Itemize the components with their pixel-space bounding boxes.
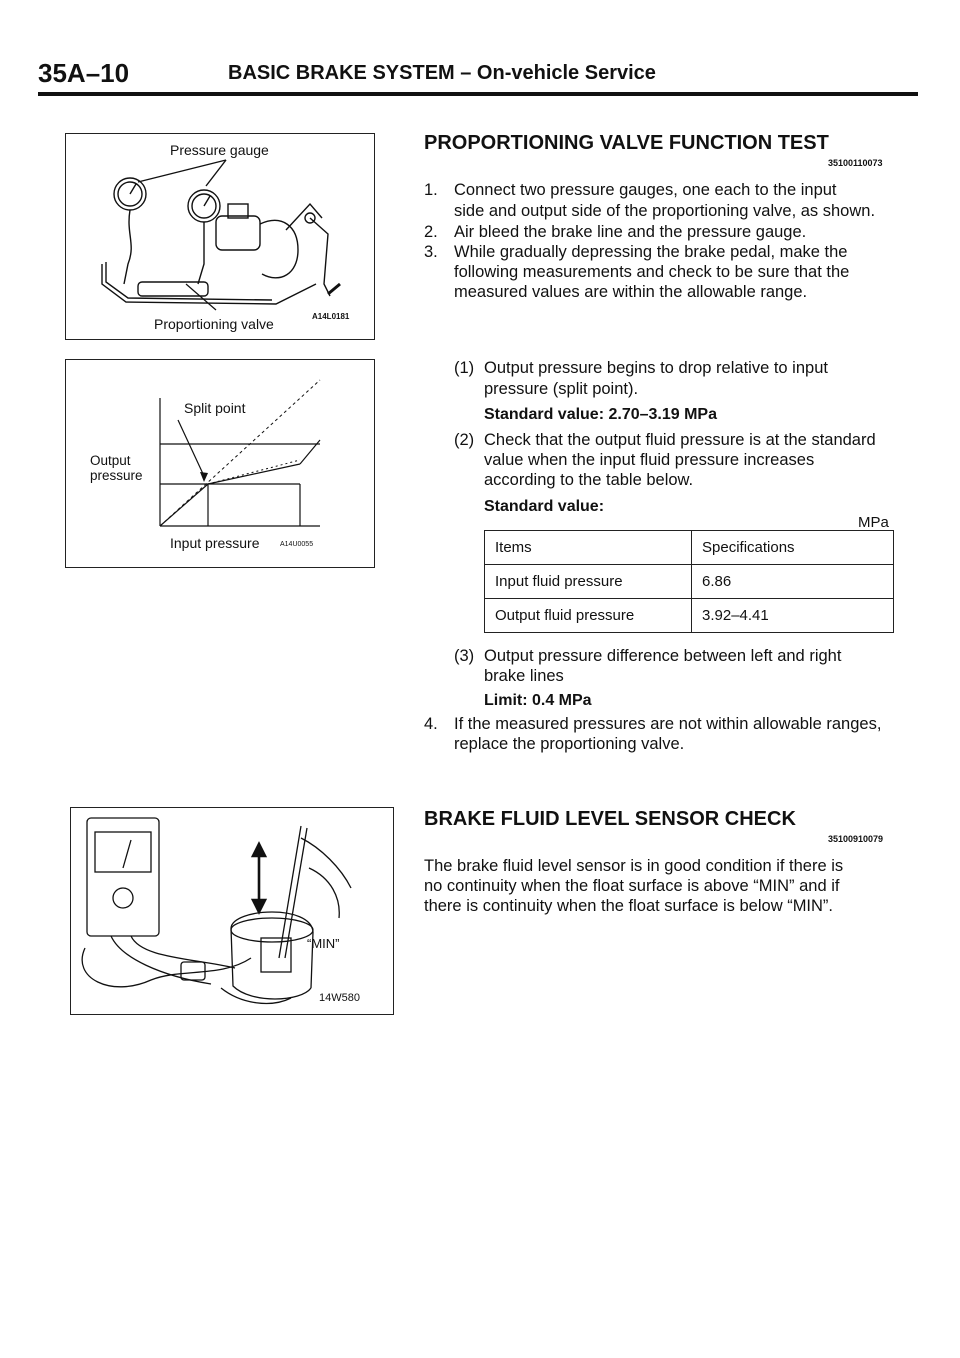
table-header-row: [485, 531, 894, 565]
standard-value: Standard value: 2.70–3.19 MPa: [484, 406, 717, 423]
table-row: [485, 599, 894, 633]
pressure-gauge-label: Pressure gauge: [170, 142, 269, 158]
section-reference-code: 35100110073: [828, 158, 883, 168]
table-cell: Output fluid pressure: [485, 599, 692, 633]
figure-code: 14W580: [319, 992, 360, 1004]
pressure-gauge-figure: [65, 133, 375, 340]
proportioning-valve-section-title: PROPORTIONING VALVE FUNCTION TEST: [424, 132, 829, 154]
substep-line: value when the input fluid pressure increases: [484, 451, 815, 469]
min-label: “MIN”: [307, 936, 340, 951]
header-rule: [38, 92, 918, 96]
table-row: [485, 565, 894, 599]
step-line: Connect two pressure gauges, one each to the input: [454, 181, 837, 199]
step-line: measured values are within the allowable range.: [454, 283, 808, 301]
paragraph-line: no continuity when the float surface is above “MIN” and if: [424, 877, 840, 895]
table-cell: Input fluid pressure: [485, 565, 692, 599]
specification-table: [484, 530, 894, 633]
substep-line: Check that the output fluid pressure is at the standard: [484, 431, 876, 449]
substep-line: pressure (split point).: [484, 380, 639, 398]
substep-number: (3): [454, 647, 475, 665]
section-reference-code: 35100910079: [828, 834, 884, 844]
step-line: following measurements and check to be sure that the: [454, 263, 850, 281]
step-line: While gradually depressing the brake pedal, make the: [454, 243, 848, 261]
step-number: 1.: [424, 181, 438, 199]
table-header-cell: Items: [485, 531, 692, 565]
step-number: 3.: [424, 243, 438, 261]
standard-value: Standard value:: [484, 498, 605, 515]
x-axis-label: Input pressure: [170, 535, 260, 551]
step-line: replace the proportioning valve.: [454, 735, 685, 753]
proportioning-valve-label: Proportioning valve: [154, 316, 274, 332]
split-point-graph-figure: [65, 359, 375, 568]
step-number: 4.: [424, 715, 438, 733]
page-title: BASIC BRAKE SYSTEM – On-vehicle Service: [228, 62, 656, 84]
substep-number: (2): [454, 431, 475, 449]
paragraph-line: The brake fluid level sensor is in good condition if there is: [424, 857, 844, 875]
paragraph-line: there is continuity when the float surface is below “MIN”.: [424, 897, 834, 915]
substep-number: (1): [454, 359, 475, 377]
page-number: 35A–10: [38, 58, 130, 88]
page-header: [38, 58, 918, 88]
split-point-label: Split point: [184, 400, 246, 416]
y-axis-label-2: pressure: [90, 468, 143, 483]
substep-line: according to the table below.: [484, 471, 694, 489]
table-header-cell: Specifications: [692, 531, 894, 565]
step-line: Air bleed the brake line and the pressure gauge.: [454, 223, 807, 241]
table-cell: 3.92–4.41: [692, 599, 894, 633]
figure-code: A14L0181: [312, 312, 350, 321]
pressure-gauge-illustration: [66, 134, 374, 339]
y-axis-label-1: Output: [90, 453, 131, 468]
step-number: 2.: [424, 223, 438, 241]
sensor-check-section-title: BRAKE FLUID LEVEL SENSOR CHECK: [424, 808, 796, 830]
substep-line: brake lines: [484, 667, 564, 685]
limit-value: Limit: 0.4 MPa: [484, 692, 592, 709]
substep-line: Output pressure difference between left and right: [484, 647, 842, 665]
step-line: side and output side of the proportioning valve, as shown.: [454, 202, 876, 220]
substep-line: Output pressure begins to drop relative to input: [484, 359, 828, 377]
table-unit: MPa: [858, 514, 889, 531]
table-cell: 6.86: [692, 565, 894, 599]
fluid-level-sensor-illustration: [71, 808, 393, 1014]
step-line: If the measured pressures are not within allowable ranges,: [454, 715, 882, 733]
figure-code: A14U0055: [280, 541, 314, 548]
fluid-level-sensor-figure: [70, 807, 394, 1015]
